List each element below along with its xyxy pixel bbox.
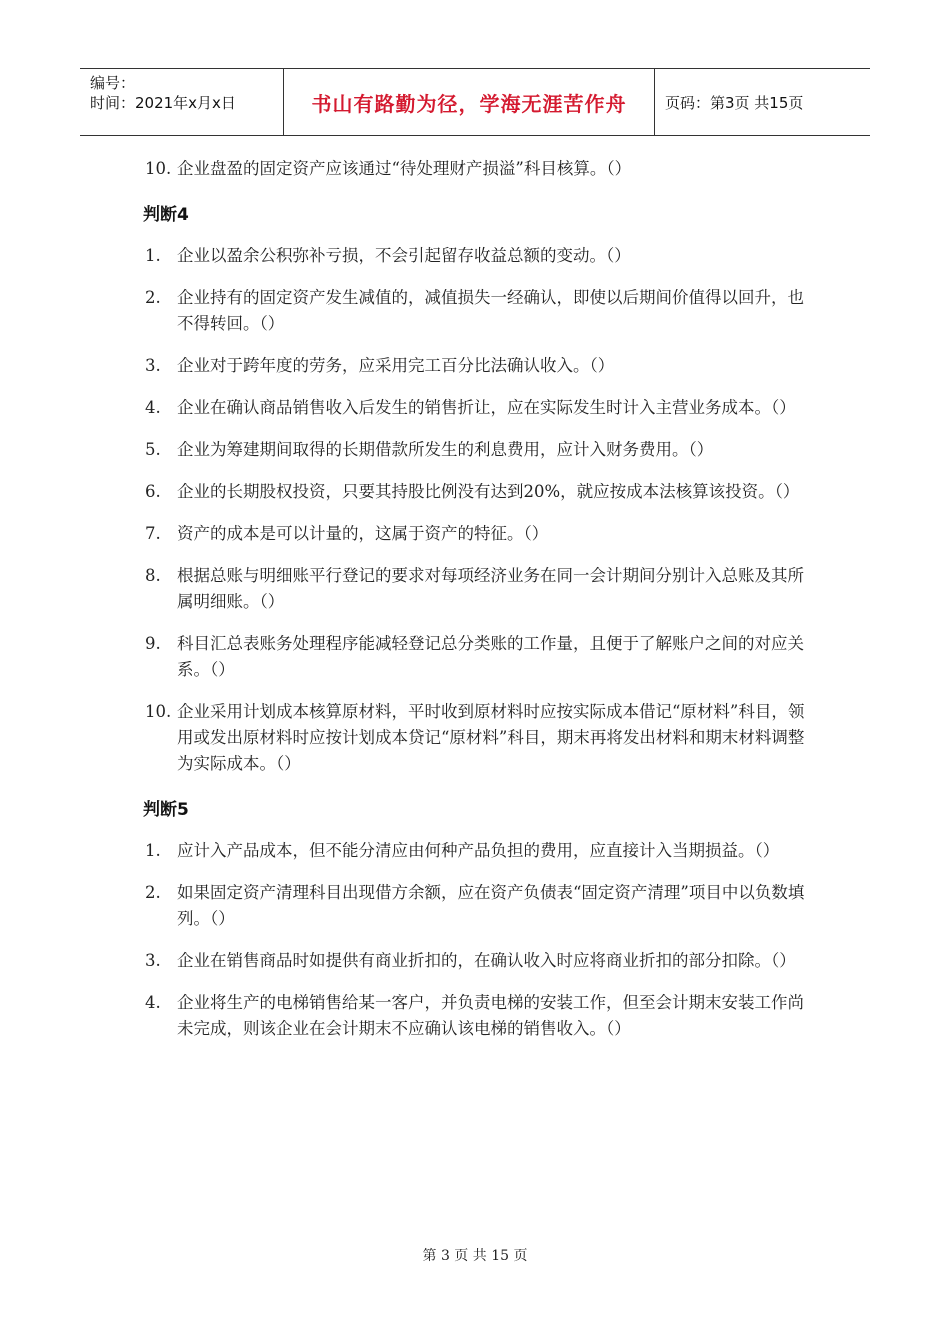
question-item (145, 948, 805, 974)
question-item (145, 243, 805, 269)
question-text: 企业盘盈的固定资产应该通过“待处理财产损溢”科目核算。（） (177, 159, 632, 178)
question-number: 10. (145, 159, 172, 178)
date-label: 时间：2021年x月x日 (90, 94, 236, 112)
question-text: 企业为筹建期间取得的长期借款所发生的利息费用，应计入财务费用。（） (177, 440, 714, 459)
question-item (145, 521, 805, 547)
document-body (145, 156, 805, 1058)
question-number: 9. (145, 634, 161, 653)
question-number: 8. (145, 566, 161, 585)
question-item (145, 437, 805, 463)
question-section (145, 795, 805, 1042)
question-number: 4. (145, 993, 161, 1012)
question-number: 3. (145, 951, 161, 970)
question-number: 6. (145, 482, 161, 501)
question-item (145, 838, 805, 864)
question-number: 4. (145, 398, 161, 417)
lead-question (145, 156, 805, 182)
section-title: 判断5 (143, 800, 189, 820)
section-title: 判断4 (143, 205, 189, 225)
question-number: 3. (145, 356, 161, 375)
question-item (145, 699, 805, 777)
question-number: 1. (145, 841, 161, 860)
question-number: 5. (145, 440, 161, 459)
question-item (145, 990, 805, 1042)
question-number: 7. (145, 524, 161, 543)
question-sections (145, 200, 805, 1042)
question-text: 企业以盈余公积弥补亏损，不会引起留存收益总额的变动。（） (177, 246, 631, 265)
question-item (145, 285, 805, 337)
question-item (145, 353, 805, 379)
question-text: 应计入产品成本，但不能分清应由何种产品负担的费用，应直接计入当期损益。（） (177, 841, 780, 860)
question-text: 企业对于跨年度的劳务，应采用完工百分比法确认收入。（） (177, 356, 615, 375)
question-text: 根据总账与明细账平行登记的要求对每项经济业务在同一会计期间分别计入总账及其所属明细账。（） (177, 566, 804, 611)
question-text: 企业将生产的电梯销售给某一客户，并负责电梯的安装工作，但至会计期末安装工作尚未完成，则该企业在会计期末不应确认该电梯的销售收入。（） (177, 993, 804, 1038)
question-number: 1. (145, 246, 161, 265)
page-header (80, 68, 870, 136)
question-text: 企业持有的固定资产发生减值的，减值损失一经确认，即使以后期间价值得以回升，也不得转回。（） (177, 288, 804, 333)
question-text: 企业在销售商品时如提供有商业折扣的，在确认收入时应将商业折扣的部分扣除。（） (177, 951, 796, 970)
question-text: 如果固定资产清理科目出现借方余额，应在资产负债表“固定资产清理”项目中以负数填列。（） (177, 883, 805, 928)
question-text: 企业在确认商品销售收入后发生的销售折让，应在实际发生时计入主营业务成本。（） (177, 398, 796, 417)
header-meta (80, 69, 283, 135)
serial-label: 编号： (90, 74, 136, 92)
question-item (145, 631, 805, 683)
question-number: 2. (145, 883, 161, 902)
question-number: 2. (145, 288, 161, 307)
header-page-info: 页码：第3页 共15页 (665, 93, 804, 112)
question-item (145, 880, 805, 932)
question-section (145, 200, 805, 777)
question-item (145, 395, 805, 421)
question-item (145, 479, 805, 505)
question-item (145, 563, 805, 615)
question-text: 企业采用计划成本核算原材料，平时收到原材料时应按实际成本借记“原材料”科目，领用或发出原材料时应按计划成本贷记“原材料”科目，期末再将发出材料和期末材料调整为实际成本。（） (177, 702, 805, 773)
question-text: 资产的成本是可以计量的，这属于资产的特征。（） (177, 524, 549, 543)
question-number: 10. (145, 702, 172, 721)
header-motto: 书山有路勤为径，学海无涯苦作舟 (283, 69, 655, 135)
page-footer: 第 3 页 共 15 页 (422, 1248, 528, 1264)
question-text: 科目汇总表账务处理程序能减轻登记总分类账的工作量，且便于了解账户之间的对应关系。（） (177, 634, 804, 679)
question-text: 企业的长期股权投资，只要其持股比例没有达到20%，就应按成本法核算该投资。（） (177, 482, 800, 501)
